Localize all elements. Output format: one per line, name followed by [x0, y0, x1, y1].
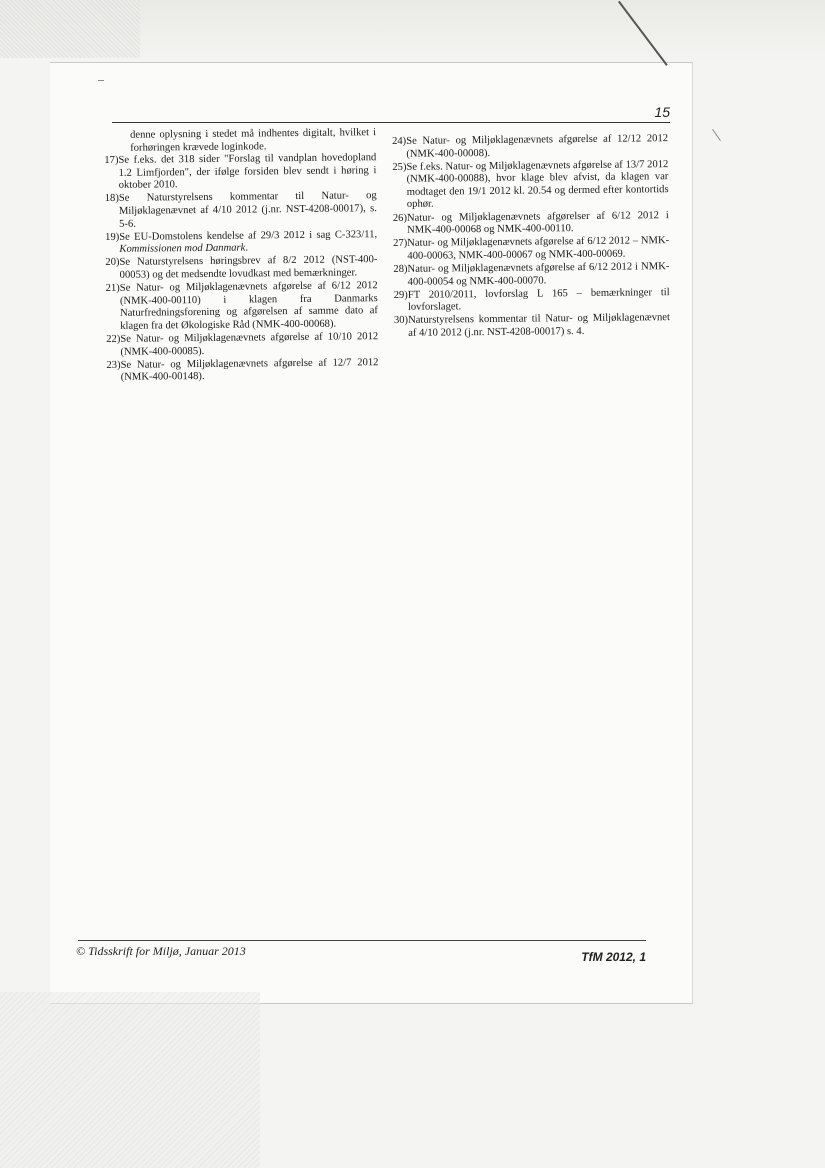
scan-mark [712, 129, 721, 141]
footnote-number: 30) [393, 315, 409, 327]
footnote-number: 21) [105, 282, 120, 295]
footnote-number: 26) [392, 212, 408, 224]
page-number: 15 [654, 104, 670, 120]
continuation-text: denne oplysning i stedet må indhentes digitalt, hvilket i forhøringen krævede loginkode. [129, 127, 377, 154]
footnote-text: Se Naturstyrelsens høringsbrev af 8/2 2012 (NST-400-00053) og det medsendte lovudkast med bemærkninger. [119, 254, 378, 281]
footnote-text: Se Natur- og Miljøklagenævnets afgørelse af 6/12 2012 (NMK-400-00110) i klagen fra Danmarks Naturfredningsforening og afgørelsen af samme dato af klagen fra det Økologiske Råd (NMK-400-00068). [119, 280, 378, 332]
journal-credit: © Tidsskrift for Miljø, Januar 2013 [76, 944, 246, 958]
scan-mark [98, 80, 104, 81]
issue-label: TfM 2012, 1 [581, 950, 646, 964]
footnote-number: 20) [105, 257, 120, 269]
case-title: Kommissionen mod Danmark [119, 242, 246, 256]
footnote-text: Natur- og Miljøklagenævnets afgørelser af 6/12 2012 i NMK-400-00068 og NMK-400-00110. [406, 209, 669, 237]
footnote-text: Se Natur- og Miljøklagenævnets afgørelse af 12/7 2012 (NMK-400-00148). [120, 356, 379, 384]
footnote-19 [105, 229, 377, 257]
footnote-number: 17) [104, 155, 119, 167]
footnote-number: 18) [104, 193, 119, 205]
footnote-29 [394, 287, 670, 315]
header-rule [112, 122, 670, 123]
footnote-number: 19) [105, 231, 120, 243]
footnote-text: Se Naturstyrelsens kommentar til Natur- og Miljøklagenævnet af 4/10 2012 (j.nr. NST-4208-00017), s. 5-6. [118, 190, 377, 230]
footnote-27 [393, 235, 669, 263]
scan-noise-top-left [0, 0, 140, 58]
footer-rule [78, 940, 646, 941]
footnote-text: Natur- og Miljøklagenævnets afgørelse af 6/12 2012 – NMK-400-00063, NMK-400-00067 og NMK-400-00069. [407, 235, 670, 262]
footnote-text: Se f.eks. Natur- og Miljøklagenævnets afgørelse af 13/7 2012 (NMK-400-00088), hvor klage blev afvist, da klagen var modtaget den 19/1 2012 kl. 20.54 og dermed efter kontortids ophør. [406, 158, 669, 211]
right-column [392, 133, 670, 341]
footnote-text: Natur- og Miljøklagenævnets afgørelse af 6/12 2012 i NMK-400-00054 og NMK-400-00070. [407, 261, 670, 288]
left-column [104, 127, 379, 385]
footnote-24 [392, 133, 668, 161]
footnote-26 [393, 210, 669, 238]
footnote-21 [106, 280, 379, 333]
footnote-text [119, 229, 377, 257]
footnote-18 [105, 191, 377, 232]
footnote-text: Se Natur- og Miljøklagenævnets afgørelse af 10/10 2012 (NMK-400-00085). [120, 331, 379, 358]
footnote-20 [105, 255, 377, 283]
footnote-number: 25) [392, 161, 407, 173]
scan-noise-bottom-left [0, 992, 260, 1168]
footnote-number: 27) [393, 238, 408, 250]
footnote-30 [394, 312, 670, 340]
footnote-number: 23) [106, 359, 121, 371]
footnote-25 [392, 159, 669, 212]
footnote-23 [106, 357, 378, 385]
footnote-number: 28) [393, 263, 408, 275]
footnote-17 [104, 152, 376, 193]
footnote-text: Se Natur- og Miljøklagenævnets afgørelse af 12/12 2012 (NMK-400-00008). [406, 133, 669, 160]
footnote-28 [393, 261, 669, 289]
footnote-text: Naturstyrelsens kommentar til Natur- og Miljøklagenævnet af 4/10 2012 (j.nr. NST-4208-00017) s. 4. [408, 312, 670, 339]
footnote-text-end: . [245, 242, 249, 254]
footnote-22 [106, 331, 378, 359]
footnote-number: 24) [392, 135, 407, 147]
footnote-text-main: Se EU-Domstolens kendelse af 29/3 2012 i sag C-323/11, [119, 228, 378, 243]
footnote-text: FT 2010/2011, lovforslag L 165 – bemærkninger til lovforslaget. [407, 286, 670, 314]
footnote-number: 29) [393, 289, 408, 301]
footnote-text: Se f.eks. det 318 sider "Forslag til vandplan hovedopland 1.2 Limfjorden", der ifølge forsiden blev sendt i høring i oktober 2010. [118, 152, 377, 192]
footnote-number: 22) [106, 333, 121, 345]
